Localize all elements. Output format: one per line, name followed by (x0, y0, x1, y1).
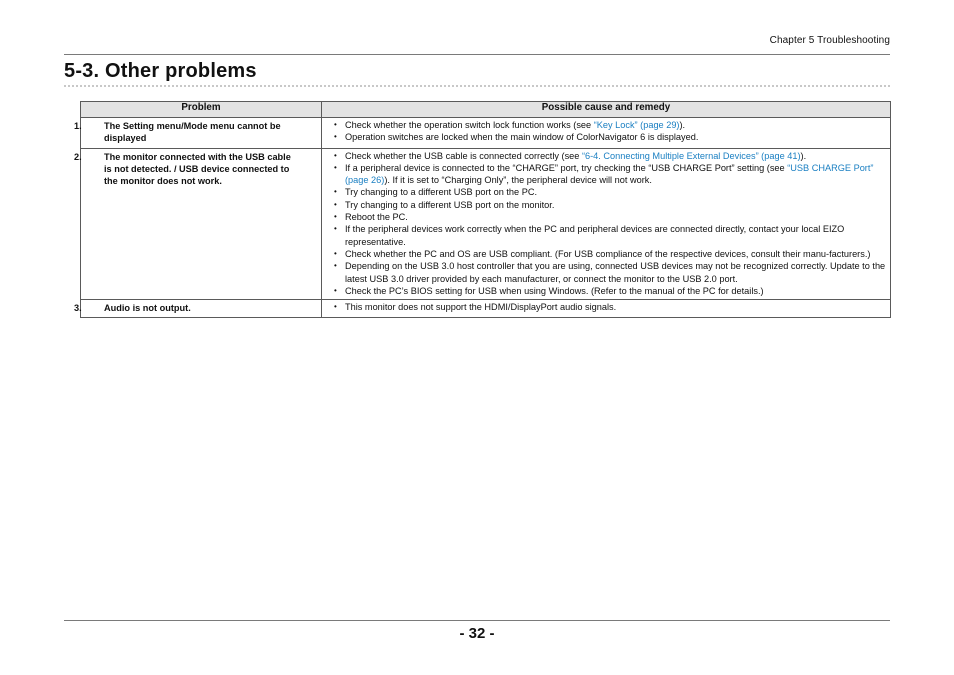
header-remedy: Possible cause and remedy (322, 102, 891, 118)
problem-text: displayed (104, 133, 147, 144)
remedy-item: • If the peripheral devices work correctly when the PC and peripheral devices are connected directly, contact your local EIZO representative. (334, 223, 886, 248)
table-row (81, 148, 891, 300)
problem-number: 2. (74, 151, 82, 162)
problem-number: 1. (74, 121, 82, 131)
title-dotted-rule (64, 85, 890, 87)
remedy-cell (322, 118, 891, 149)
remedy-item: • Depending on the USB 3.0 host controller that you are using, connected USB devices may not be recognized correctly. Update to the latest USB 3.0 driver provided by each manufacturer, or connect the monitor to the USB 2.0 port. (334, 260, 886, 285)
problem-text: the monitor does not work. (104, 176, 222, 187)
problem-cell (74, 148, 322, 300)
problem-number: 3. (74, 303, 82, 314)
remedy-item: • This monitor does not support the HDMI/DisplayPort audio signals. (334, 301, 886, 313)
remedy-item: • Check whether the operation switch lock function works (see “Key Lock” (page 29)). (334, 119, 886, 131)
remedy-item: • If a peripheral device is connected to the “CHARGE” port, try checking the “USB CHARGE Port” setting (see “USB CHARGE Port” (page 26)). If it is set to “Charging Only”, the peripheral device will not work. (334, 162, 886, 187)
footer-rule (64, 620, 890, 621)
remedy-item: • Try changing to a different USB port on the monitor. (334, 199, 886, 211)
header-problem: Problem (81, 102, 322, 118)
section-title: 5-3. Other problems (64, 60, 257, 82)
problem-cell (74, 118, 322, 149)
problems-table (74, 101, 891, 318)
chapter-label: Chapter 5 Troubleshooting (769, 35, 890, 46)
problem-cell (74, 300, 322, 318)
remedy-item: • Check whether the USB cable is connected correctly (see “6-4. Connecting Multiple External Devices” (page 41)). (334, 150, 886, 162)
header-rule (64, 54, 890, 55)
remedy-item: • Reboot the PC. (334, 211, 886, 223)
key-lock-link[interactable]: “Key Lock” (page 29) (593, 120, 680, 130)
usb-charge-port-link[interactable]: “USB CHARGE Port” (page 26) (345, 162, 874, 186)
table-header-row (81, 102, 891, 118)
problem-text: is not detected. / USB device connected to (104, 163, 290, 174)
problem-text: The monitor connected with the USB cable (104, 151, 291, 162)
remedy-list (334, 119, 886, 144)
connecting-devices-link[interactable]: “6-4. Connecting Multiple External Devices” (page 41) (581, 150, 801, 161)
remedy-list (334, 301, 886, 313)
table-row (81, 300, 891, 318)
page-number: - 32 - (459, 625, 495, 642)
remedy-item: • Operation switches are locked when the main window of ColorNavigator 6 is displayed. (334, 131, 886, 143)
remedy-cell (322, 148, 891, 300)
remedy-item: • Try changing to a different USB port on the PC. (334, 186, 886, 198)
table-row (81, 118, 891, 149)
remedy-list (334, 150, 886, 298)
remedy-item: • Check whether the PC and OS are USB compliant. (For USB compliance of the respective devices, consult their manu-facturers.) (334, 248, 886, 260)
problem-text: The Setting menu/Mode menu cannot be (104, 121, 281, 131)
remedy-item: • Check the PC’s BIOS setting for USB when using Windows. (Refer to the manual of the PC for details.) (334, 285, 886, 297)
remedy-cell (322, 300, 891, 318)
problem-text: Audio is not output. (104, 303, 191, 314)
